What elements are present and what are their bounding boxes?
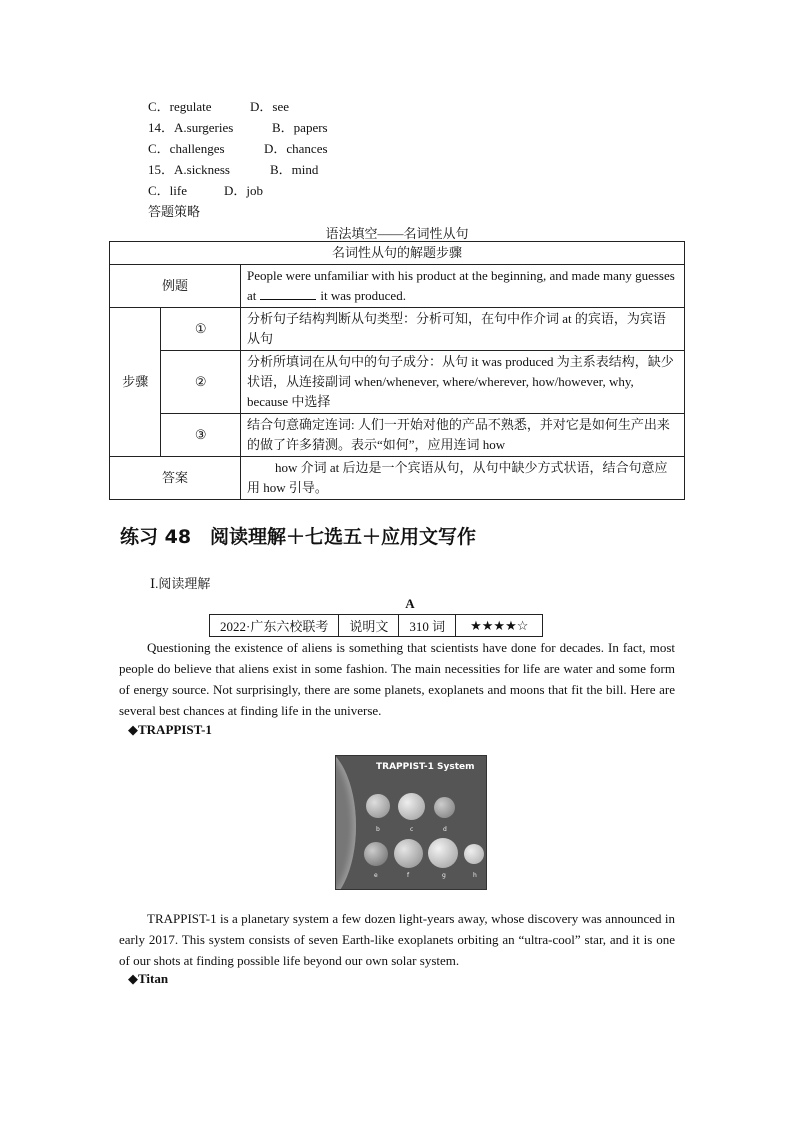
source-info-table [209, 614, 543, 637]
grammar-title: 语法填空——名词性从句 [325, 226, 469, 241]
example-text-a: People were unfamiliar with his product at the beginning, and made many guesses at [247, 268, 675, 303]
trappist-system-image [335, 755, 487, 890]
option-d-15: D．job [224, 183, 264, 198]
source-genre: 说明文 [339, 615, 399, 637]
planet-label-c: c [410, 826, 414, 833]
option-b-14: B．papers [272, 120, 328, 135]
planet-label-g: g [442, 872, 446, 879]
option-a-14: 14．A.surgeries [148, 120, 234, 135]
step-3-text: 结合句意确定连词: 人们一开始对他的产品不熟悉，并对它是如何生产出来的做了许多猜测。表示“如何”，应用连词 how [241, 414, 685, 457]
answer-blank [260, 287, 316, 300]
planet-label-e: e [374, 872, 378, 879]
steps-label: 步骤 [110, 308, 161, 457]
planet-e-icon [364, 842, 388, 866]
step-1-text: 分析句子结构判断从句类型：分析可知，在句中作介词 at 的宾语，为宾语从句 [241, 308, 685, 351]
planet-g-icon [428, 838, 458, 868]
answer-text: how 介词 at 后边是一个宾语从句，从句中缺少方式状语，结合句意应用 how 引导。 [241, 457, 685, 500]
planet-label-f: f [407, 872, 410, 879]
answer-label: 答案 [110, 457, 241, 500]
option-d-13: D．see [250, 99, 289, 114]
source-origin: 2022·广东六校联考 [210, 615, 339, 637]
planet-f-icon [394, 839, 423, 868]
option-line-4 [148, 162, 318, 178]
planet-d-icon [434, 797, 455, 818]
passage-paragraph-2 [119, 908, 675, 971]
planet-h-icon [464, 844, 484, 864]
step-3-number: ③ [161, 414, 241, 457]
example-label: 例题 [110, 265, 241, 308]
step-1-number: ① [161, 308, 241, 351]
figure-title: TRAPPIST-1 System [376, 762, 475, 772]
paragraph-1-text: Questioning the existence of aliens is something that scientists have done for decades. In fact, most people do believe that aliens exist in some fashion. The main necessities for life are water and some form of energy source. Not surprisingly, there are some planets, exoplanets and moons that fit the bill. Here are several best chances at finding life in the universe. [119, 640, 675, 718]
option-line-3 [148, 141, 328, 157]
section-title: 练习 48 阅读理解＋七选五＋应用文写作 [120, 526, 477, 548]
paragraph-2-text: TRAPPIST-1 is a planetary system a few dozen light-years away, whose discovery was announced in early 2017. This system consists of seven Earth-like exoplanets orbiting an “ultra-cool” star, and it is one of our shots at finding possible life beyond our own solar system. [119, 911, 675, 968]
option-a-15: 15．A.sickness [148, 162, 230, 177]
planet-c-icon [398, 793, 425, 820]
step-2-number: ② [161, 351, 241, 414]
example-cell [241, 265, 685, 308]
option-line-2 [148, 120, 328, 136]
source-difficulty: ★★★★☆ [456, 615, 543, 637]
option-line-1 [148, 99, 289, 115]
step-2-text: 分析所填词在从句中的句子成分：从句 it was produced 为主系表结构，缺少状语，从连接副词 when/whenever, where/wherever, how/however, why, because 中选择 [241, 351, 685, 414]
option-c-13: C．regulate [148, 99, 212, 114]
star-icon [335, 755, 356, 890]
option-b-15: B．mind [270, 162, 319, 177]
part-label: Ⅰ.阅读理解 [150, 576, 211, 591]
passage-paragraph-1 [119, 637, 675, 721]
option-line-5 [148, 183, 263, 199]
option-d-14: D．chances [264, 141, 328, 156]
steps-table [109, 241, 685, 500]
example-text-b: it was produced. [320, 288, 406, 303]
planet-label-h: h [473, 872, 477, 879]
strategy-label: 答题策略 [148, 204, 201, 219]
source-words: 310 词 [399, 615, 456, 637]
passage-letter: A [405, 596, 415, 611]
planet-label-d: d [443, 826, 447, 833]
planet-label-b: b [376, 826, 380, 833]
planet-b-icon [366, 794, 390, 818]
subhead-trappist: ◆TRAPPIST-1 [128, 722, 212, 737]
option-c-15: C．life [148, 183, 187, 198]
table-header: 名词性从句的解题步骤 [110, 242, 685, 265]
option-c-14: C．challenges [148, 141, 225, 156]
subhead-titan: ◆Titan [128, 971, 169, 986]
